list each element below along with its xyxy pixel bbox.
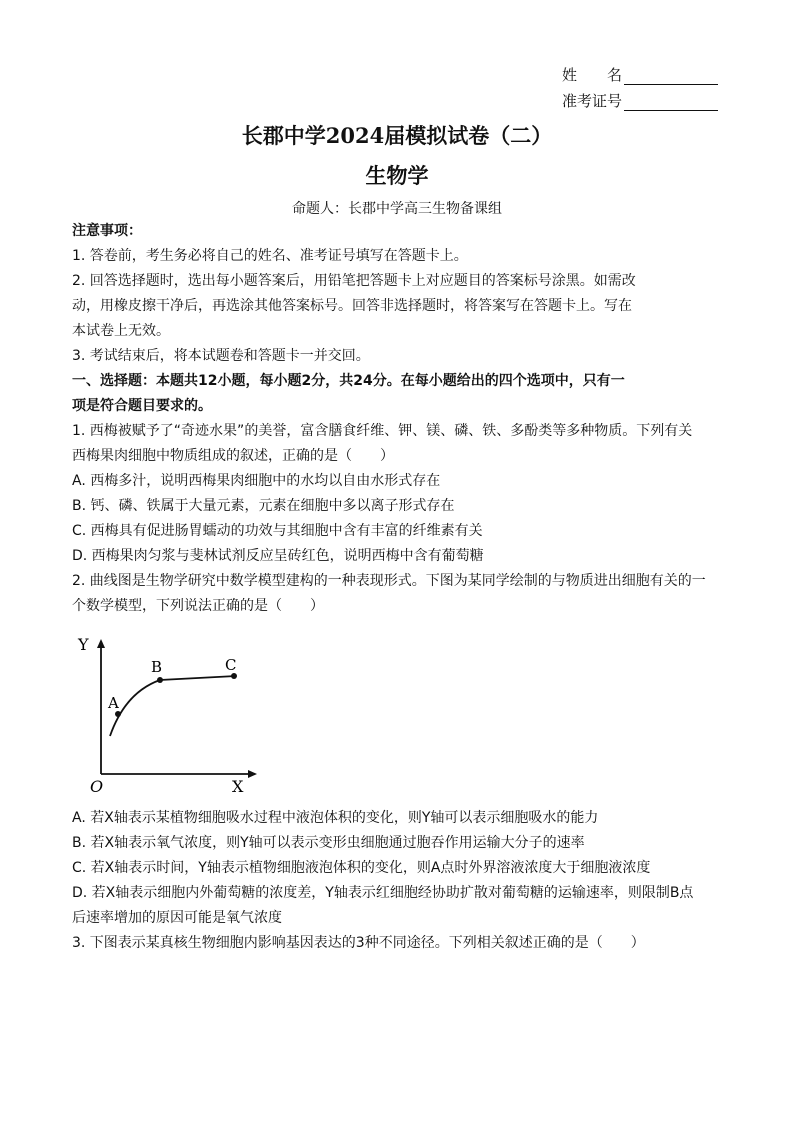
section-heading-cont: 项是符合题目要求的。 [72, 398, 212, 414]
section-heading: 一、选择题：本题共12小题，每小题2分，共24分。在每小题给出的四个选项中，只有一 [72, 373, 625, 389]
q1-stem-cont: 西梅果肉细胞中物质组成的叙述，正确的是（ ） [72, 448, 394, 464]
q2-stem-cont: 个数学模型，下列说法正确的是（ ） [72, 598, 324, 614]
q1-option-c: C. 西梅具有促进肠胃蠕动的功效与其细胞中含有丰富的纤维素有关 [72, 523, 483, 539]
exam-id-field[interactable] [562, 90, 718, 111]
author-line: 命题人：长郡中学高三生物备课组 [292, 201, 502, 217]
exam-id-blank[interactable] [624, 95, 718, 111]
q2-graph [60, 628, 270, 796]
note-1: 1. 答卷前，考生务必将自己的姓名、准考证号填写在答题卡上。 [72, 248, 468, 264]
q1-option-a: A. 西梅多汁，说明西梅果肉细胞中的水均以自由水形式存在 [72, 473, 441, 489]
name-label: 姓 名 [562, 66, 623, 84]
q1-option-d: D. 西梅果肉匀浆与斐林试剂反应呈砖红色，说明西梅中含有葡萄糖 [72, 548, 484, 564]
y-label: Y [78, 635, 89, 654]
origin-label: O [90, 777, 104, 796]
label-a: A [108, 694, 119, 712]
label-b: B [151, 658, 163, 676]
q3-stem: 3. 下图表示某真核生物细胞内影响基因表达的3种不同途径。下列相关叙述正确的是（ ） [72, 935, 645, 951]
label-c: C [225, 656, 237, 674]
y-axis-arrow [97, 639, 105, 648]
q2-option-d-cont: 后速率增加的原因可能是氧气浓度 [72, 910, 282, 926]
q2-option-c: C. 若X轴表示时间，Y轴表示植物细胞液泡体积的变化，则A点时外界溶液浓度大于细胞液浓度 [72, 860, 651, 876]
q2-stem: 2. 曲线图是生物学研究中数学模型建构的一种表现形式。下图为某同学绘制的与物质进出细胞有关的一 [72, 573, 706, 589]
x-axis-arrow [248, 770, 257, 778]
subject-title: 生物学 [365, 163, 429, 188]
q2-option-b: B. 若X轴表示氧气浓度，则Y轴可以表示变形虫细胞通过胞吞作用运输大分子的速率 [72, 835, 585, 851]
note-3: 3. 考试结束后，将本试题卷和答题卡一并交回。 [72, 348, 370, 364]
q2-option-a: A. 若X轴表示某植物细胞吸水过程中液泡体积的变化，则Y轴可以表示细胞吸水的能力 [72, 810, 599, 826]
q1-stem: 1. 西梅被赋予了“奇迹水果”的美誉，富含膳食纤维、钾、镁、磷、铁、多酚类等多种物质。下列有关 [72, 423, 693, 439]
note-2-end: 本试卷上无效。 [72, 323, 170, 339]
q1-option-b: B. 钙、磷、铁属于大量元素，元素在细胞中多以离子形式存在 [72, 498, 455, 514]
x-label: X [232, 777, 244, 796]
q2-option-d: D. 若X轴表示细胞内外葡萄糖的浓度差，Y轴表示红细胞经协助扩散对葡萄糖的运输速率，则限制B点 [72, 885, 694, 901]
name-field[interactable] [562, 64, 718, 85]
exam-title: 长郡中学2024届模拟试卷（二） [241, 123, 553, 148]
note-2-cont: 动，用橡皮擦干净后，再选涂其他答案标号。回答非选择题时，将答案写在答题卡上。写在 [72, 298, 632, 314]
exam-id-label: 准考证号 [562, 92, 623, 110]
name-blank[interactable] [624, 69, 718, 85]
curve [110, 676, 236, 736]
notes-heading: 注意事项： [72, 223, 142, 239]
point-b [157, 677, 163, 683]
note-2: 2. 回答选择题时，选出每小题答案后，用铅笔把答题卡上对应题目的答案标号涂黑。如需改 [72, 273, 636, 289]
